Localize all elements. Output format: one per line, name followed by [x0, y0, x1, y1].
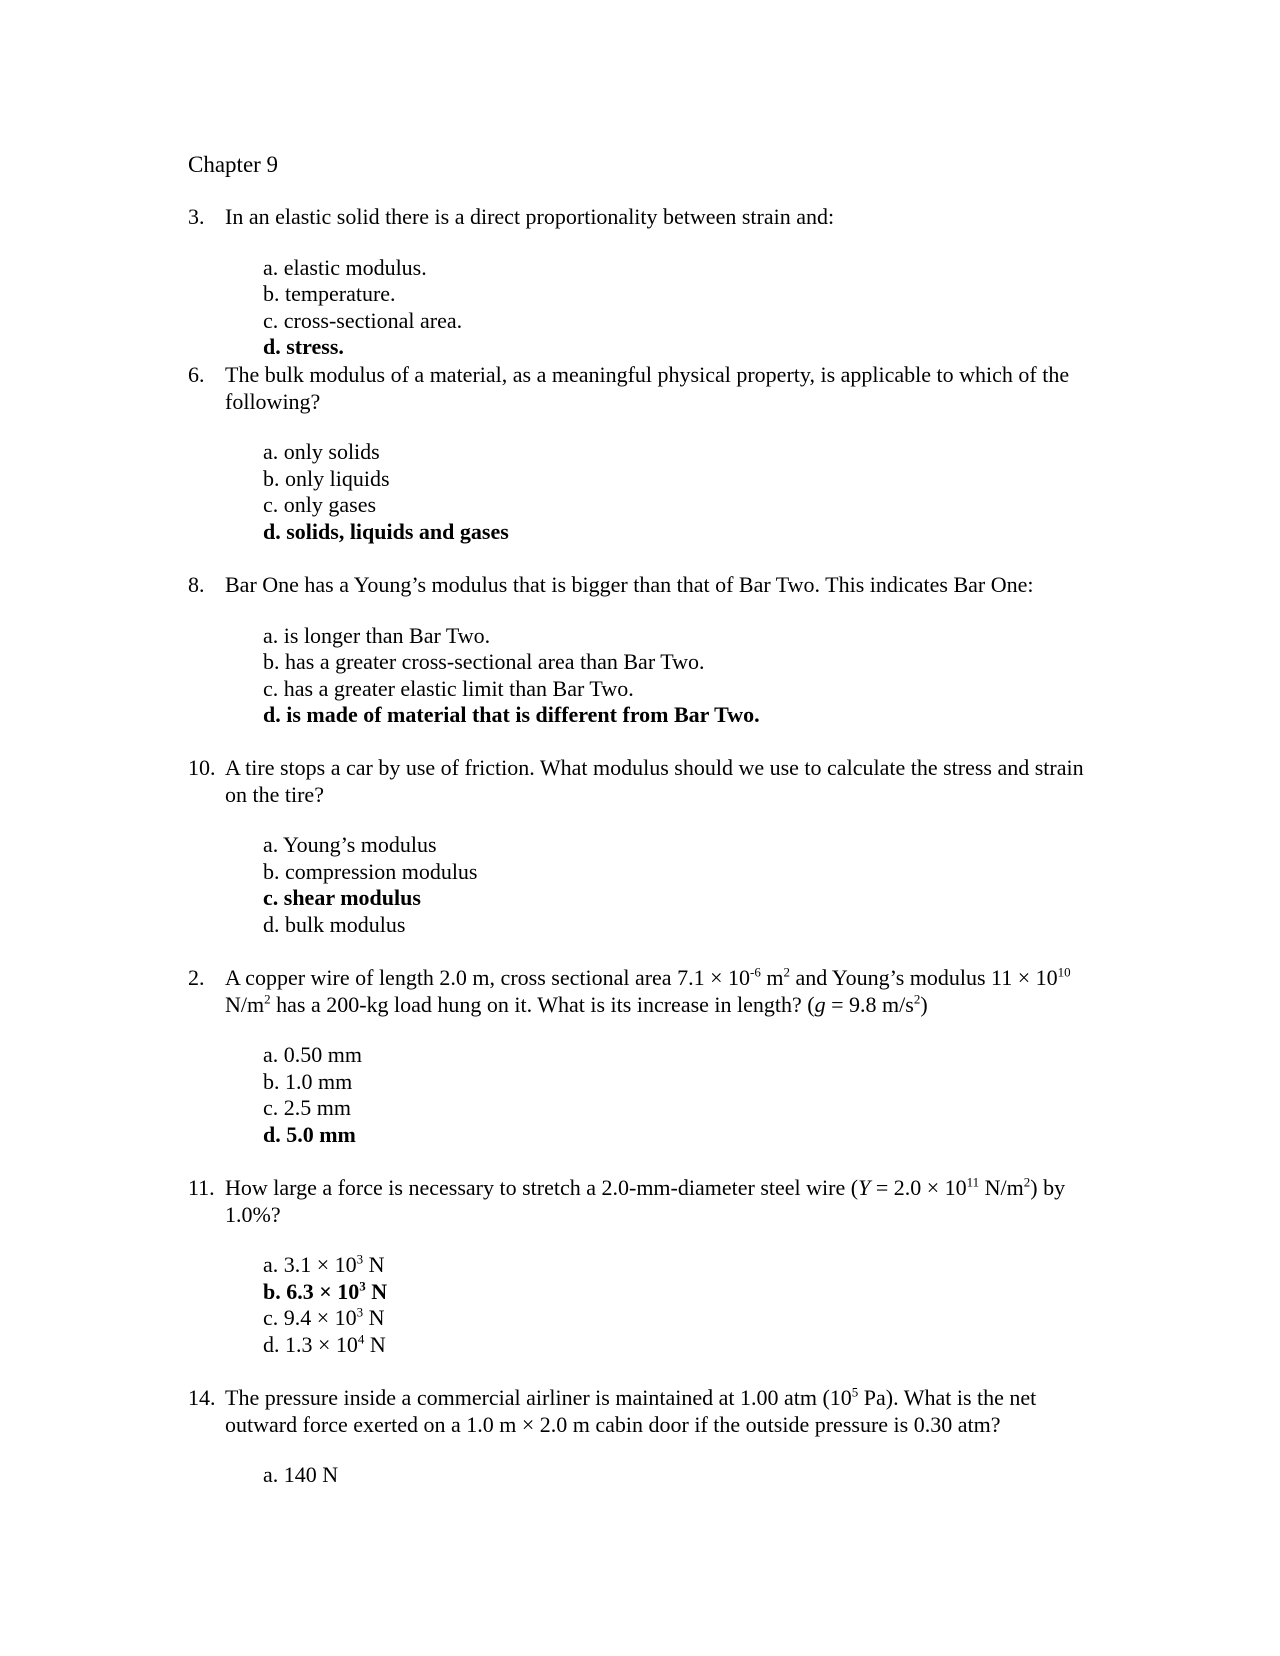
- question-block: [188, 965, 1088, 1148]
- question-stem: [188, 755, 1088, 808]
- answer-option: a. 140 N: [263, 1462, 339, 1487]
- answer-option: a. is longer than Bar Two.: [263, 622, 491, 648]
- answer-option: a. 0.50 mm: [263, 1042, 362, 1067]
- answer-options: [263, 439, 1088, 545]
- question-block: [188, 1385, 1088, 1489]
- answer-option: b. temperature.: [263, 281, 396, 306]
- answer-option: c. $9.4 \times 10^3$ N: [263, 1304, 385, 1330]
- answer-options: [263, 623, 1088, 729]
- answer-option: c. 2.5 mm: [263, 1095, 351, 1120]
- question-stem: [188, 572, 1088, 599]
- question-block: [188, 1175, 1088, 1358]
- answer-option-correct: d. stress.: [263, 334, 344, 359]
- question-stem: [188, 204, 1088, 231]
- answer-options: [263, 1252, 1088, 1358]
- question-number: 3.: [188, 204, 205, 229]
- question-block: [188, 572, 1088, 729]
- question-stem: [188, 965, 1088, 1018]
- question-stem: [188, 1385, 1088, 1438]
- answer-options: [263, 1042, 1088, 1148]
- question-number: 14.: [188, 1385, 216, 1410]
- answer-option-correct: b. $6.3 \times 10^3$ N: [263, 1278, 388, 1304]
- answer-options: [263, 832, 1088, 938]
- answer-options: [263, 255, 1088, 361]
- answer-option-correct: d. is made of material that is different from Bar Two.: [263, 702, 760, 727]
- question-stem: [188, 362, 1088, 415]
- question-stem: [188, 1175, 1088, 1228]
- answer-options: [263, 1462, 1088, 1489]
- question-number: 6.: [188, 362, 205, 387]
- question-text: In an elastic solid there is a direct proportionality between strain and:: [225, 204, 835, 229]
- question-text: A tire stops a car by use of friction. What modulus should we use to calculate the stress and strain on the tire?: [225, 755, 1084, 807]
- question-number: 8.: [188, 572, 205, 597]
- answer-option: d. $1.3 \times 10^4$ N: [263, 1331, 386, 1357]
- answer-option: a. $3.1 \times 10^3$ N: [263, 1251, 385, 1277]
- question-block: [188, 362, 1088, 545]
- answer-option: c. cross-sectional area.: [263, 307, 463, 333]
- answer-option: a. only solids: [263, 439, 380, 464]
- answer-option-correct: d. 5.0 mm: [263, 1121, 356, 1147]
- question-number: 10.: [188, 755, 216, 780]
- answer-option: b. has a greater cross-sectional area than Bar Two.: [263, 649, 705, 674]
- answer-option: b. compression modulus: [263, 858, 478, 884]
- question-number: 11.: [188, 1175, 215, 1200]
- chapter-title: Chapter 9: [188, 152, 279, 177]
- answer-option: c. only gases: [263, 492, 377, 517]
- question-text: The bulk modulus of a material, as a meaningful physical property, is applicable to which of the following?: [225, 362, 1070, 414]
- question-text: A copper wire of length 2.0 m, cross sectional area $7.1 \times 10^{-6}$ $m^2$ and Young’s modulus $11 \times 10^{10}$ $N/m^2$ has a 200-kg load hung on it. What is its increase in length? (g = 9.8 $m/s^2$): [225, 964, 1071, 1017]
- answer-option: c. has a greater elastic limit than Bar Two.: [263, 675, 634, 701]
- question-text: Bar One has a Young’s modulus that is bigger than that of Bar Two. This indicates Bar One:: [225, 572, 1034, 597]
- answer-option: b. only liquids: [263, 465, 390, 491]
- answer-option-correct: d. solids, liquids and gases: [263, 518, 509, 544]
- question-number: 2.: [188, 965, 205, 990]
- answer-option: a. Young’s modulus: [263, 832, 437, 857]
- question-text: The pressure inside a commercial airliner is maintained at 1.00 atm ($10^5$ Pa). What is the net outward force exerted on a 1.0 m × 2.0 m cabin door if the outside pressure is 0.30 atm?: [225, 1384, 1037, 1437]
- question-block: [188, 204, 1088, 361]
- question-block: [188, 755, 1088, 938]
- question-text: How large a force is necessary to stretch a 2.0-mm-diameter steel wire ($Y = 2.0 \times 10^{11}$ $N/m^2$) by 1.0%?: [225, 1174, 1066, 1227]
- answer-option: d. bulk modulus: [263, 911, 406, 937]
- answer-option: a. elastic modulus.: [263, 254, 427, 280]
- answer-option: b. 1.0 mm: [263, 1068, 353, 1094]
- answer-option-correct: c. shear modulus: [263, 885, 421, 910]
